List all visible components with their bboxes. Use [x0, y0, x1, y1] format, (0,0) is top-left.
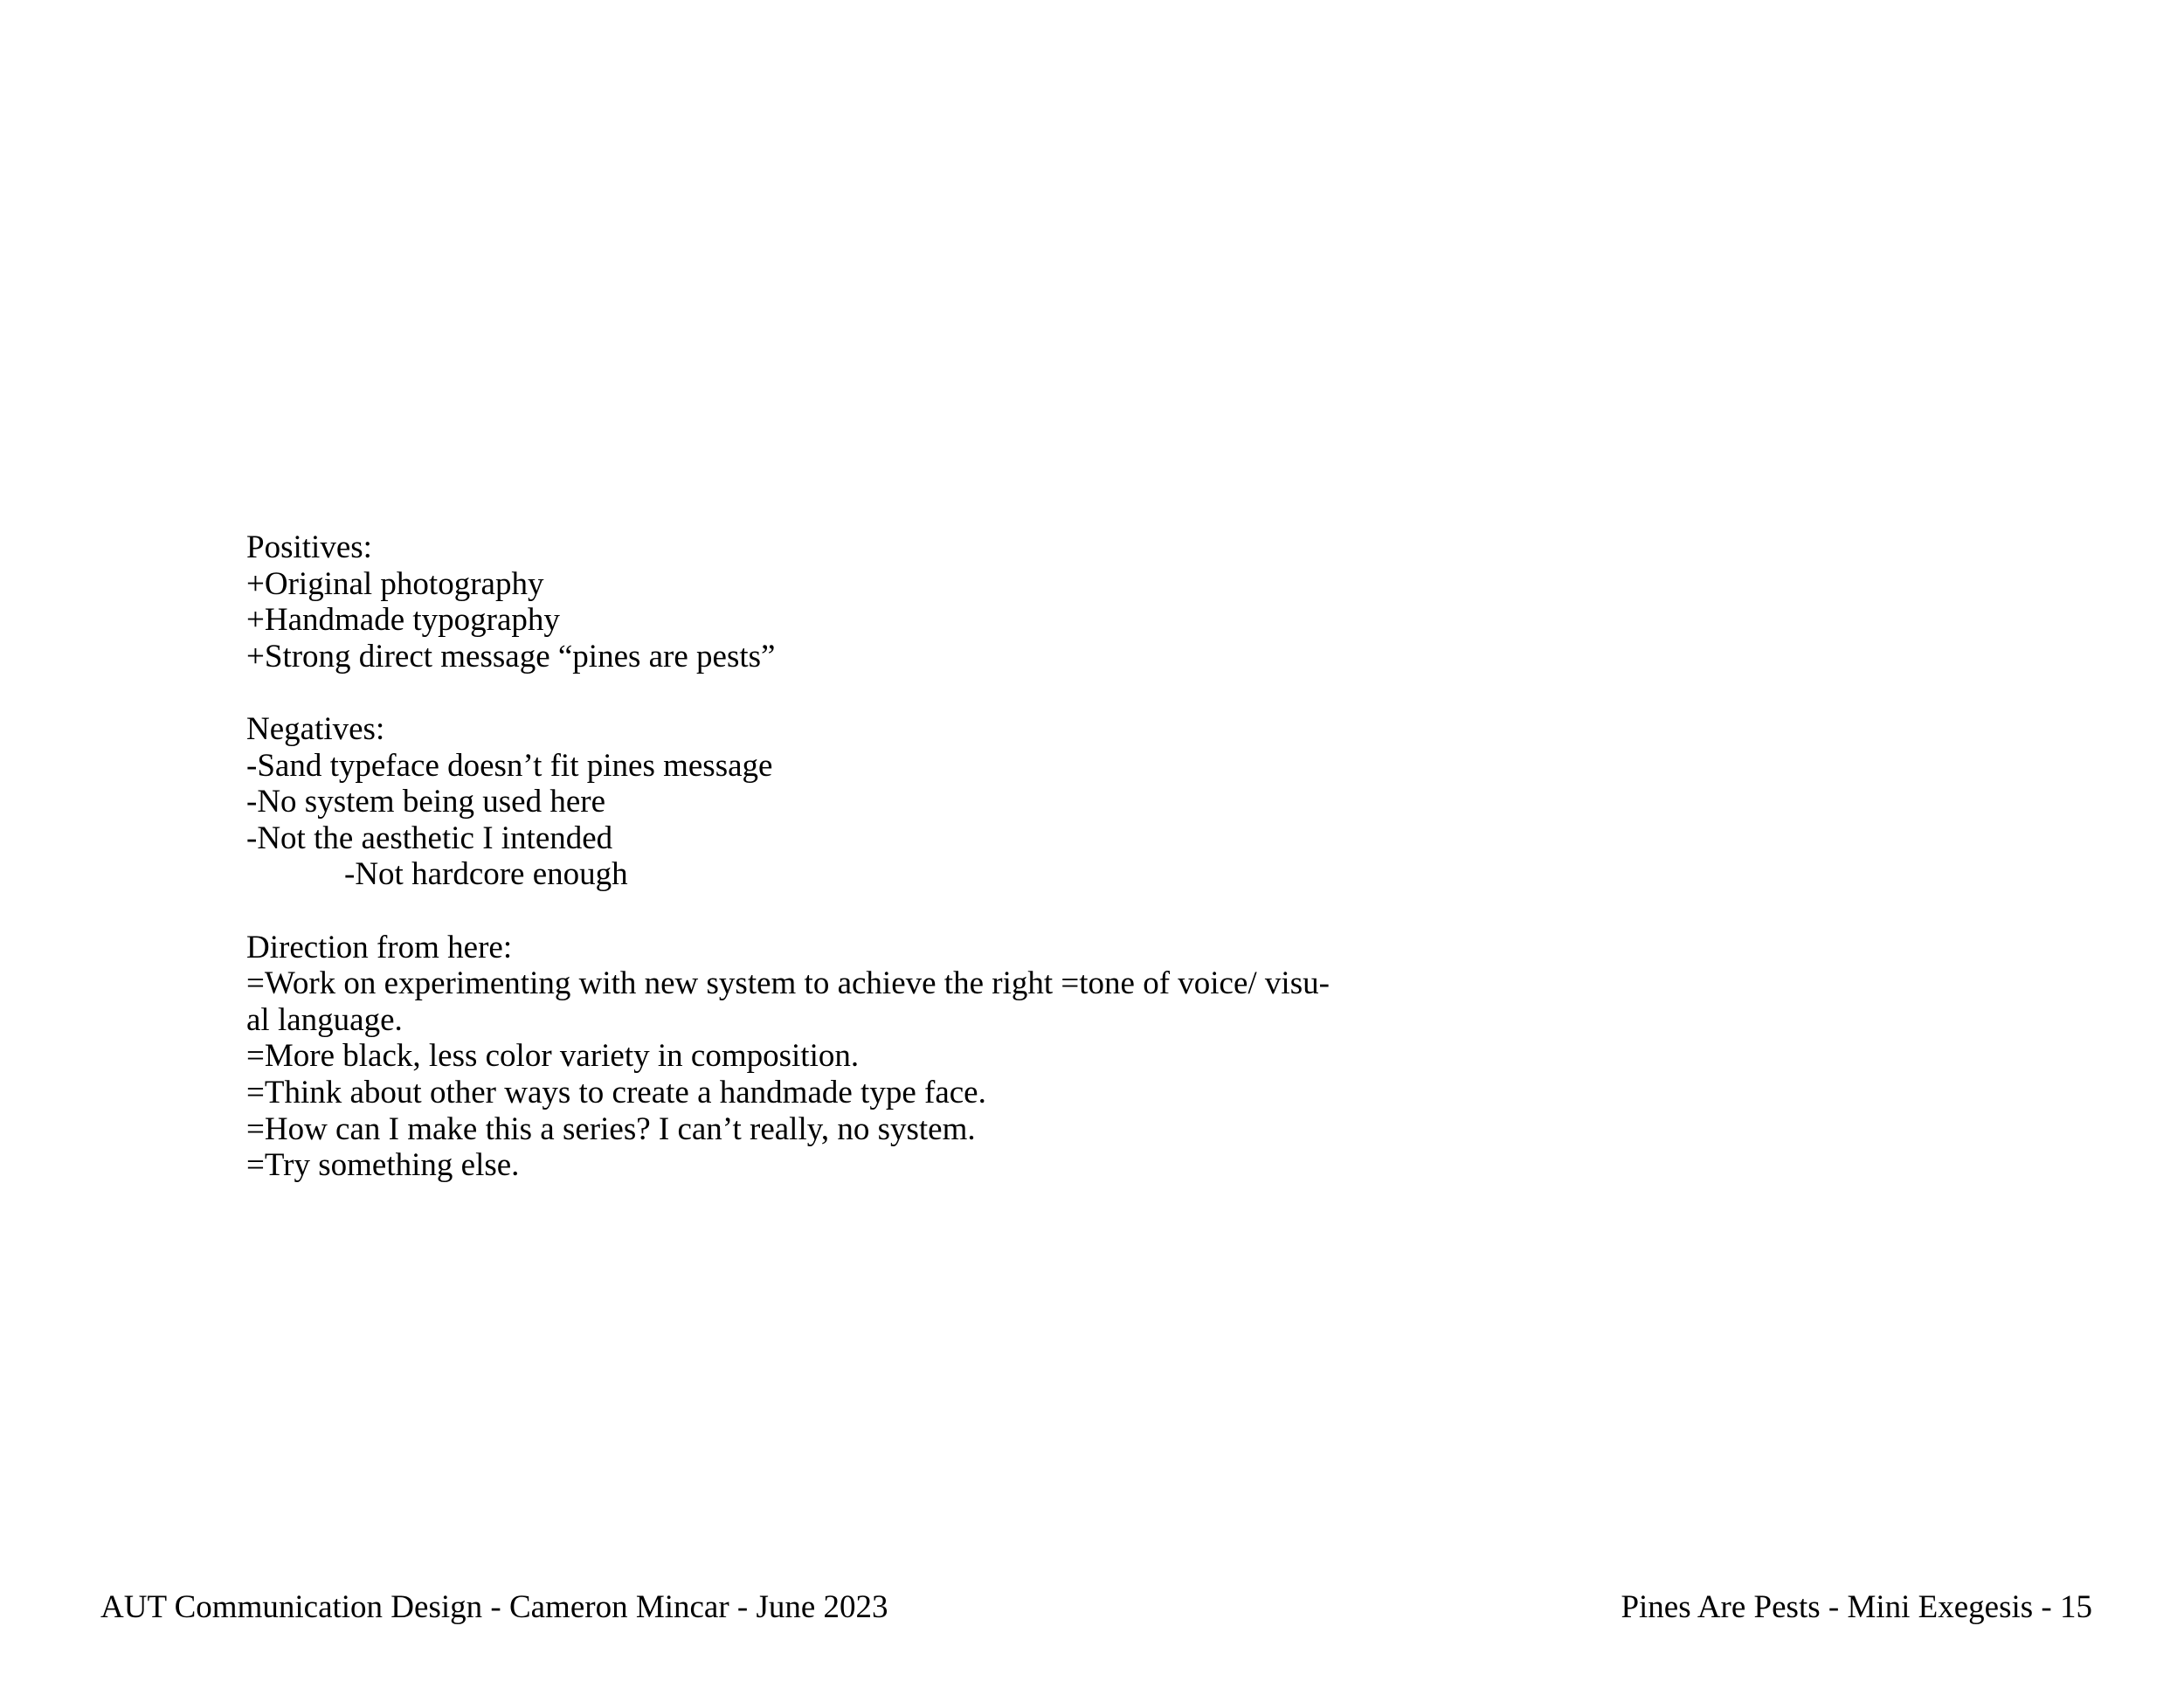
negative-item: -Sand typeface doesn’t fit pines message — [246, 747, 773, 784]
positive-item: +Original photography — [246, 565, 544, 602]
negative-sub-item: -Not hardcore enough — [344, 856, 628, 893]
footer-page-number: Pines Are Pests - Mini Exegesis - 15 — [1621, 1589, 2092, 1625]
negatives-heading: Negatives: — [246, 710, 385, 747]
direction-item: =Try something else. — [246, 1147, 520, 1184]
footer-credit: AUT Communication Design - Cameron Mincar - June 2023 — [100, 1589, 888, 1625]
direction-item: =Think about other ways to create a handmade type face. — [246, 1074, 986, 1110]
direction-item: al language. — [246, 1001, 403, 1038]
positive-item: +Strong direct message “pines are pests” — [246, 638, 776, 675]
positive-item: +Handmade typography — [246, 602, 560, 639]
negative-item: -No system being used here — [246, 784, 606, 820]
spacer — [246, 893, 1330, 930]
critique-notes — [246, 529, 1330, 1184]
direction-item: =More black, less color variety in composition. — [246, 1038, 860, 1075]
direction-item: =Work on experimenting with new system to achieve the right =tone of voice/ visu- — [246, 965, 1330, 1002]
positives-heading: Positives: — [246, 529, 372, 565]
spacer — [246, 675, 1330, 711]
direction-heading: Direction from here: — [246, 929, 513, 965]
direction-item: =How can I make this a series? I can’t really, no system. — [246, 1110, 976, 1147]
negative-item: -Not the aesthetic I intended — [246, 820, 613, 856]
